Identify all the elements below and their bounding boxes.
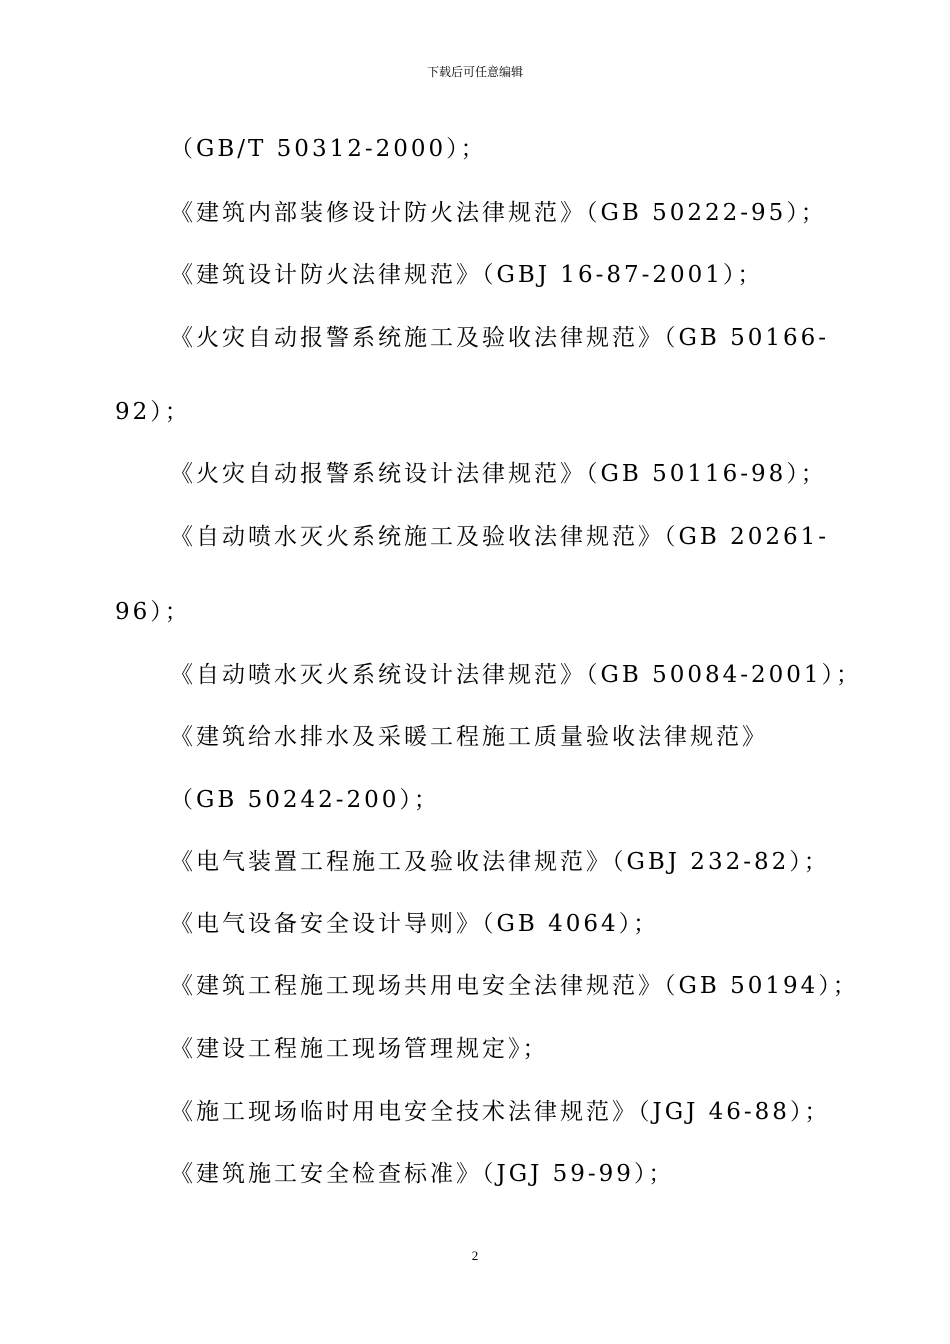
- text-line: 《建筑设计防火法律规范》（GBJ 16-87-2001）；: [170, 262, 764, 288]
- text-line: 《电气装置工程施工及验收法律规范》（GBJ 232-82）；: [170, 849, 830, 875]
- text-line: 《建设工程施工现场管理规定》；: [170, 1036, 549, 1062]
- text-line: 92）；: [115, 399, 191, 425]
- text-line: 《自动喷水灭火系统设计法律规范》（GB 50084-2001）；: [170, 662, 863, 688]
- text-line: 《自动喷水灭火系统施工及验收法律规范》（GB 20261-: [170, 524, 830, 550]
- text-line: 《建筑施工安全检查标准》（JGJ 59-99）；: [170, 1161, 675, 1187]
- text-line: 《火灾自动报警系统设计法律规范》（GB 50116-98）；: [170, 461, 827, 487]
- page-header: 下载后可任意编辑: [426, 65, 523, 79]
- text-line: 《建筑给水排水及采暖工程施工质量验收法律规范》: [170, 724, 768, 750]
- page-number: 2: [471, 1248, 479, 1263]
- text-line: 《施工现场临时用电安全技术法律规范》（JGJ 46-88）；: [170, 1099, 831, 1125]
- text-line: 《火灾自动报警系统施工及验收法律规范》（GB 50166-: [170, 325, 830, 351]
- text-line: 《建筑内部装修设计防火法律规范》（GB 50222-95）；: [170, 200, 827, 226]
- text-line: （GB 50242-200）；: [170, 787, 440, 813]
- text-line: 《电气设备安全设计导则》（GB 4064）；: [170, 911, 660, 937]
- text-line: 《建筑工程施工现场共用电安全法律规范》（GB 50194）；: [170, 973, 859, 999]
- text-line: 96）；: [115, 599, 191, 625]
- text-line: （GB/T 50312-2000）；: [170, 136, 487, 162]
